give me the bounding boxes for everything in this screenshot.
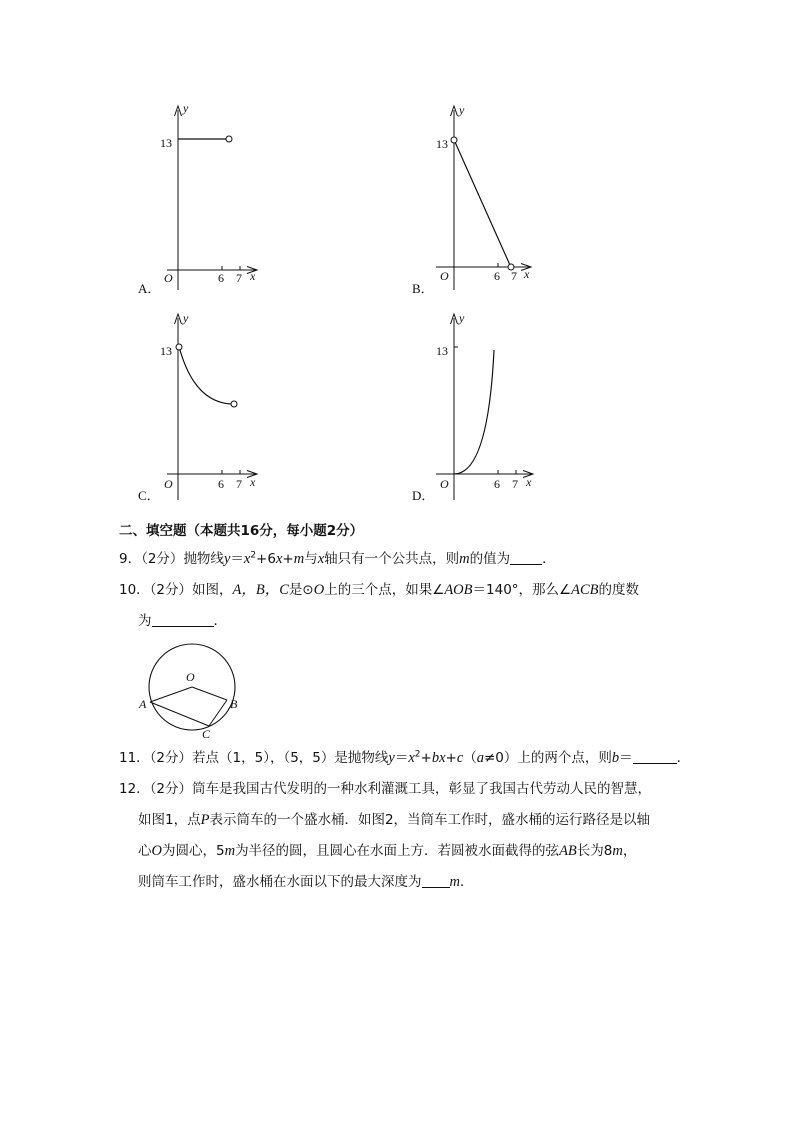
graph-c-svg [150,310,275,505]
q12-text: 筒车是我国古代发明的一种水利灌溉工具，彰显了我国古代劳动人民的智慧， [192,781,652,797]
q11-text: + [445,750,457,766]
graph-c [150,310,275,505]
curve-decreasing [180,350,231,404]
q9-var: x [275,551,283,567]
q11-text: ． [676,750,691,766]
x-tick-6-label: 6 [218,477,224,491]
origin-label: O [164,477,173,491]
q10-var: A，B，C [232,582,289,598]
q10-answer-blank[interactable] [152,612,214,627]
q9-var: m [459,551,470,567]
x-tick-6-label: 6 [218,271,224,285]
x-tick-7-label: 7 [236,477,242,491]
q11-text: ＝ [619,750,633,766]
point-c-label: C [202,727,211,740]
x-tick-7-label: 7 [512,477,518,491]
q12-number: 12． [119,781,150,797]
choice-c-label: C． [138,488,160,503]
question-10-line-2 [138,611,227,631]
q11-score: （2分） [149,750,193,766]
q12-score: （2分） [149,781,193,797]
question-12-line-3 [138,841,636,861]
origin-label: O [164,271,173,285]
y-axis-label: y [459,311,465,325]
q12-text: 长为8 [576,843,613,859]
choice-a-label: A． [138,281,161,296]
point-b-label: B [230,697,238,711]
q10-circle-figure [136,640,251,744]
q11-text: （ [463,750,477,766]
q10-var: AOB [444,582,473,598]
q11-text: ＝ [394,750,409,766]
q12-text: 表示筒车的一个盛水桶．如图2，当筒车工作时，盛水桶的运行路径是以轴 [209,812,651,828]
q9-text: 轴只有一个公共点，则 [324,551,460,567]
curve-increasing [454,350,494,474]
y-tick-13-label: 13 [436,137,448,151]
q12-var: m [449,874,460,890]
graph-b-svg [426,100,551,295]
q11-answer-blank[interactable] [633,749,677,764]
q11-var: x [408,750,415,766]
graph-d-svg [426,310,551,505]
graph-b [426,100,551,295]
q9-exponent: 2 [250,550,257,561]
q11-text: ≠0）上的两个点，则 [484,750,612,766]
open-end-point [231,401,237,407]
question-12-line-4 [138,872,473,892]
q10-var: ACB [571,582,599,598]
question-12-line-2 [138,810,650,830]
q10-score: （2分） [149,582,193,598]
y-tick-13-label: 13 [436,344,448,358]
q10-circle-svg [136,640,251,740]
y-tick-13-label: 13 [160,136,172,150]
graph-d [426,310,551,505]
question-12 [119,779,651,799]
x-tick-6-label: 6 [494,477,500,491]
curve-line [455,142,510,264]
x-tick-7-label: 7 [236,271,242,285]
x-tick-7-label: 7 [511,269,517,283]
choice-b-label: B． [412,281,434,296]
q12-var: m [224,843,236,859]
q11-var: bx [431,750,446,766]
q9-text: 抛物线 [183,551,224,567]
open-endpoint [226,136,232,142]
q12-text: 则筒车工作时，盛水桶在水面以下的最大深度为 [138,874,422,890]
x-axis-label: x [524,267,530,281]
q11-exponent: 2 [414,749,421,760]
q12-text: 如图1，点 [138,812,201,828]
q9-text: ＝ [230,551,244,567]
y-axis-label: y [183,101,189,115]
q9-var: x [243,551,251,567]
q12-text: ， [622,843,637,859]
q9-var: x [317,551,325,567]
segment-bc [209,700,227,726]
y-axis-label: y [459,103,465,117]
origin-label: O [440,477,449,491]
section-title: 二、填空题（本题共16分，每小题2分） [119,523,364,539]
q12-answer-blank[interactable] [422,873,450,888]
q9-score: （2分） [141,551,184,567]
q9-var: y [223,551,231,567]
q9-text: ． [542,551,556,567]
y-tick-13-label: 13 [160,344,172,358]
q12-text: 为半径的圆，且圆心在水面上方．若圆被水面截得的弦 [235,843,560,859]
q10-text: 的度数 [598,582,640,598]
segment-ob [192,687,227,700]
open-start-point [176,344,182,350]
q11-var: c [456,750,464,766]
q9-text: +6 [256,551,276,567]
q12-text: ． [459,874,474,890]
x-axis-label: x [250,269,256,283]
question-11 [119,748,690,768]
q10-text: ． [213,613,227,629]
y-axis-label: y [183,311,189,325]
q10-text: 为 [138,613,152,629]
q11-number: 11． [119,750,150,766]
x-tick-6-label: 6 [494,269,500,283]
q9-number: 9． [119,551,142,567]
question-10 [119,580,639,600]
q10-text: 如图， [192,582,233,598]
q10-number: 10． [119,582,150,598]
q9-text: 与 [304,551,318,567]
q12-text: 心 [138,843,152,859]
q10-text: 上的三个点，如果∠ [324,582,445,598]
origin-label: O [440,269,449,283]
q9-answer-blank[interactable] [510,550,542,565]
point-a-label: A [139,697,147,711]
q11-text: 若点（1，5），（5，5）是抛物线 [192,750,389,766]
q10-text: ＝140°，那么∠ [472,582,572,598]
segment-oa [150,687,192,702]
open-start-point [451,137,457,143]
q12-var: P [200,812,210,828]
x-axis-label: x [250,475,256,489]
q9-text: 的值为 [469,551,511,567]
q12-var: AB [559,843,577,859]
q11-var: a [476,750,484,766]
q11-text: + [420,750,432,766]
q9-text: + [282,551,294,567]
question-9 [119,549,556,569]
q10-var: O [313,582,325,598]
point-o-label: O [186,670,195,684]
q10-text: 是⊙ [288,582,314,598]
choice-d-label: D． [412,488,435,503]
q12-var: m [612,843,623,859]
graph-a-svg [150,100,275,295]
q9-var: m [293,551,305,567]
q12-var: O [151,843,162,859]
q11-var: y [388,750,395,766]
q12-text: 为圆心，5 [161,843,225,859]
x-axis-label: x [526,475,532,489]
graph-a [150,100,275,295]
q11-var: b [611,750,620,766]
